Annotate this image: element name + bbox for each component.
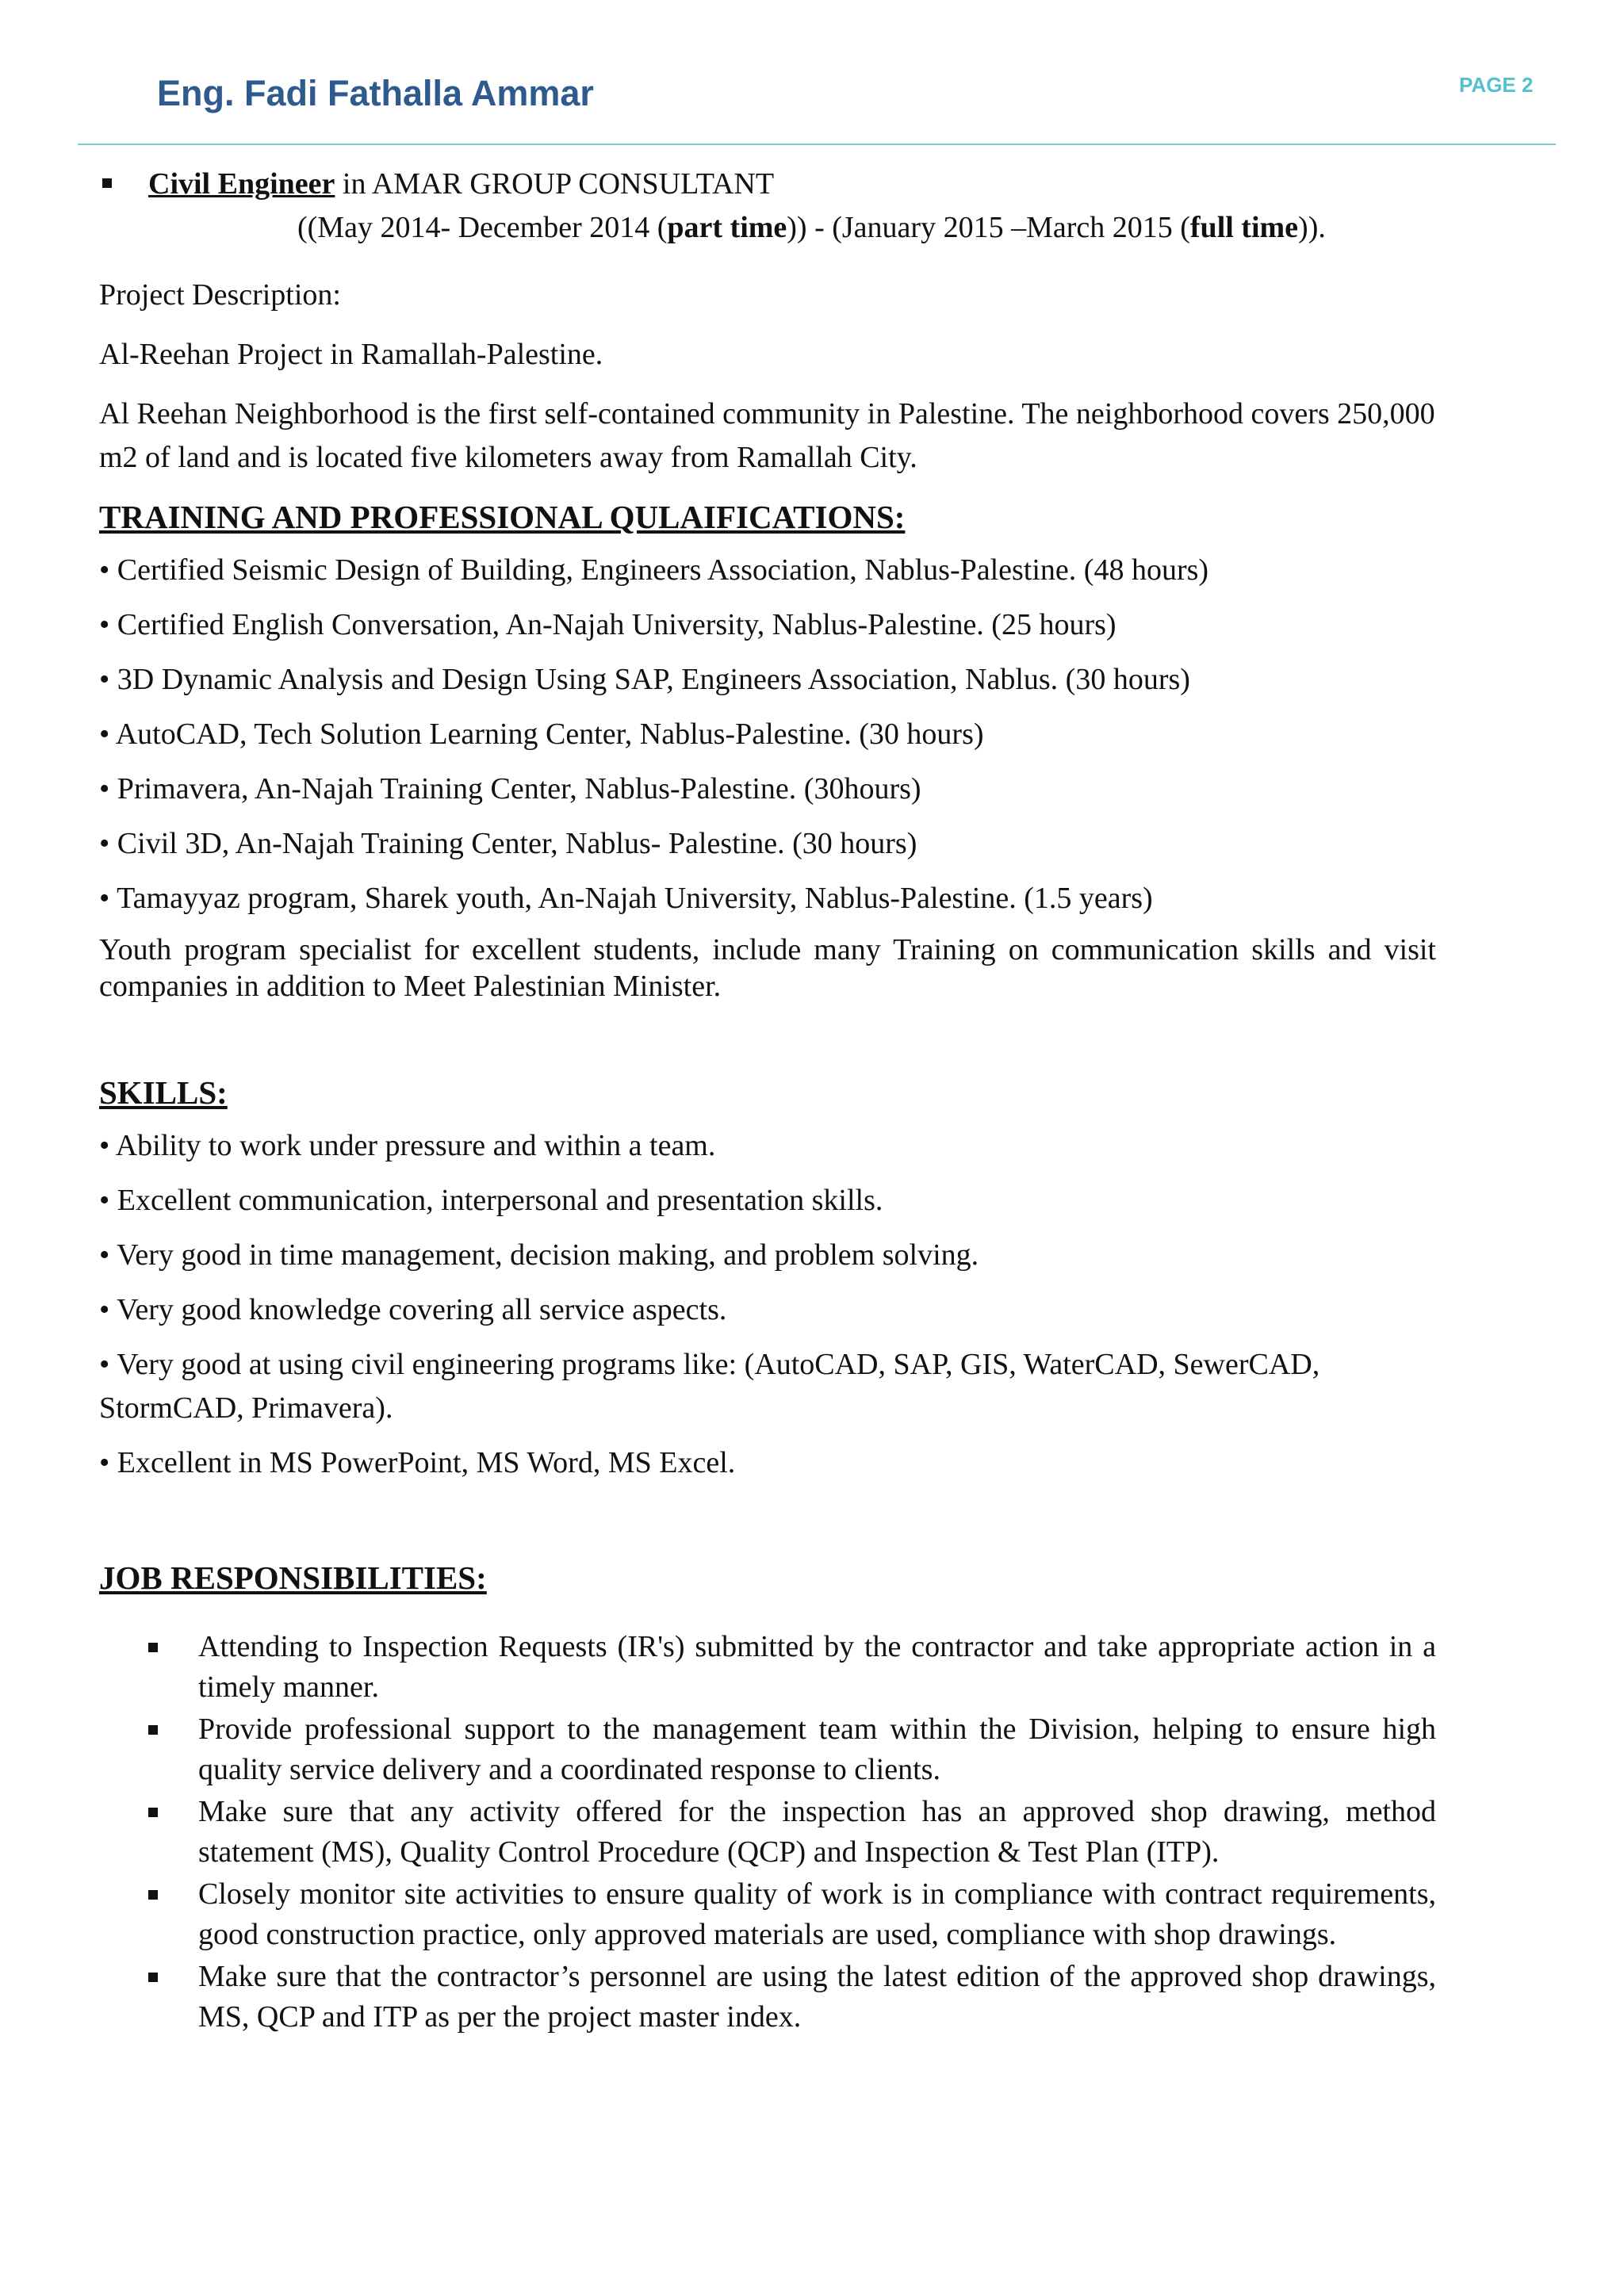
responsibility-text: Provide professional support to the management team within the Division, helping to ensure high quality service delivery and a coordinated response to clients. — [198, 1712, 1436, 1786]
responsibility-item — [99, 1627, 1436, 1708]
part-time-label: part time — [667, 211, 787, 244]
training-item: • Tamayyaz program, Sharek youth, An-Najah University, Nablus-Palestine. (1.5 years) — [99, 882, 1153, 915]
dates-text: ((May 2014- December 2014 ( — [297, 211, 668, 244]
training-note: Youth program specialist for excellent students, include many Training on communication skills and visit companies in addition to Meet Palestinian Minister. — [99, 933, 1436, 1003]
square-bullet-icon — [148, 1643, 158, 1652]
responsibility-text: Closely monitor site activities to ensure quality of work is in compliance with contract requirements, good construction practice, only approved materials are used, compliance with shop drawings. — [198, 1877, 1436, 1951]
training-item: • Civil 3D, An-Najah Training Center, Nablus- Palestine. (30 hours) — [99, 827, 917, 860]
experience-entry — [99, 163, 1436, 206]
square-bullet-icon — [148, 1808, 158, 1817]
company-name: in AMAR GROUP CONSULTANT — [335, 167, 775, 201]
skill-item: • Excellent in MS PowerPoint, MS Word, MS Excel. — [99, 1446, 736, 1479]
training-item: • Certified Seismic Design of Building, Engineers Association, Nablus-Palestine. (48 hours) — [99, 553, 1209, 587]
responsibility-item — [99, 1874, 1436, 1955]
skills-list — [99, 1124, 1436, 1485]
skill-item: • Ability to work under pressure and within a team. — [99, 1129, 716, 1162]
role-title: Civil Engineer — [148, 167, 335, 201]
responsibility-item — [99, 1792, 1436, 1873]
square-bullet-icon — [148, 1973, 158, 1982]
skill-item: • Excellent communication, interpersonal and presentation skills. — [99, 1184, 883, 1217]
page-number-label: PAGE 2 — [1459, 73, 1534, 97]
header-divider — [78, 144, 1556, 145]
training-heading: TRAINING AND PROFESSIONAL QULAIFICATIONS: — [99, 499, 906, 535]
project-description: Al Reehan Neighborhood is the first self-contained community in Palestine. The neighborhood covers 250,000 m2 of land and is located five kilometers away from Ramallah City. — [99, 397, 1435, 474]
page-content — [99, 163, 1436, 2039]
responsibility-text: Make sure that the contractor’s personnel are using the latest edition of the approved shop drawings, MS, QCP and ITP as per the project master index. — [198, 1960, 1436, 2034]
responsibility-text: Make sure that any activity offered for the inspection has an approved shop drawing, method statement (MS), Quality Control Procedure (QCP) and Inspection & Test Plan (ITP). — [198, 1795, 1436, 1869]
header-name: Eng. Fadi Fathalla Ammar — [157, 73, 594, 113]
training-item: • 3D Dynamic Analysis and Design Using SAP, Engineers Association, Nablus. (30 hours) — [99, 663, 1190, 696]
skill-item: • Very good knowledge covering all service aspects. — [99, 1293, 727, 1326]
dates-text: )). — [1298, 211, 1326, 244]
project-description-label: Project Description: — [99, 278, 341, 312]
square-bullet-icon — [148, 1725, 158, 1735]
responsibility-text: Attending to Inspection Requests (IR's) submitted by the contractor and take appropriate action in a timely manner. — [198, 1630, 1436, 1704]
job-responsibilities-heading: JOB RESPONSIBILITIES: — [99, 1559, 487, 1596]
responsibility-item — [99, 1957, 1436, 2038]
project-name: Al-Reehan Project in Ramallah-Palestine. — [99, 338, 603, 371]
square-bullet-icon — [102, 178, 112, 188]
skills-heading: SKILLS: — [99, 1074, 228, 1111]
job-responsibilities-list — [99, 1627, 1436, 2038]
training-item: • AutoCAD, Tech Solution Learning Center, Nablus-Palestine. (30 hours) — [99, 718, 984, 751]
training-list — [99, 549, 1436, 920]
employment-dates — [99, 206, 1436, 250]
skill-item: • Very good at using civil engineering programs like: (AutoCAD, SAP, GIS, WaterCAD, SewerCAD, StormCAD, Primavera). — [99, 1348, 1320, 1425]
training-item: • Primavera, An-Najah Training Center, Nablus-Palestine. (30hours) — [99, 772, 921, 806]
square-bullet-icon — [148, 1890, 158, 1900]
dates-text: )) - (January 2015 –March 2015 ( — [787, 211, 1190, 244]
responsibility-item — [99, 1709, 1436, 1790]
training-item: • Certified English Conversation, An-Najah University, Nablus-Palestine. (25 hours) — [99, 608, 1116, 641]
full-time-label: full time — [1189, 211, 1299, 244]
skill-item: • Very good in time management, decision making, and problem solving. — [99, 1238, 979, 1272]
